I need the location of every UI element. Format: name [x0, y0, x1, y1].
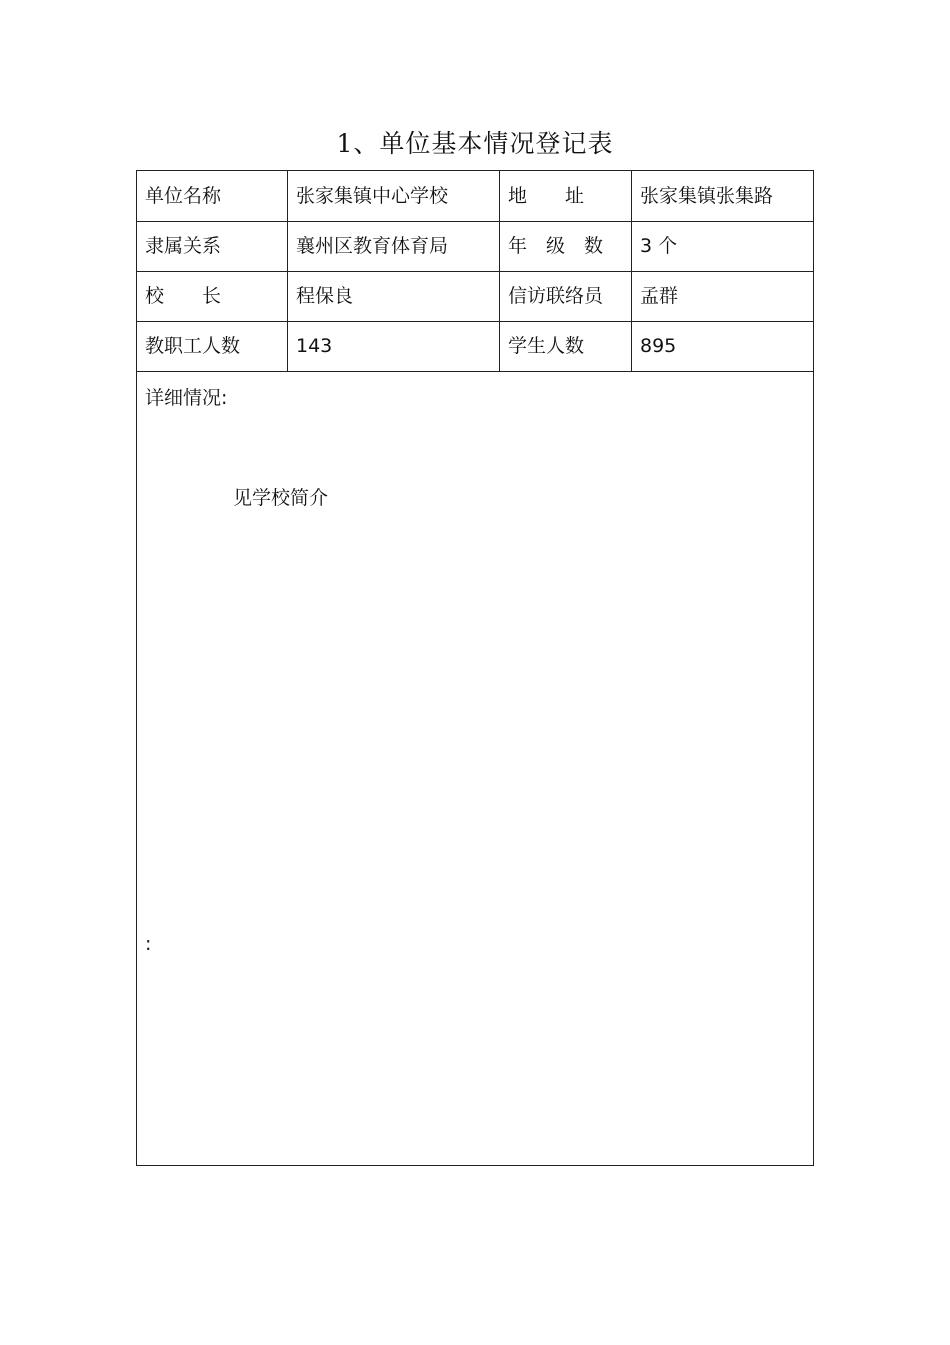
label-principal: 校 长 [137, 271, 288, 321]
label-unit-name: 单位名称 [137, 171, 288, 221]
label-staff-count: 教职工人数 [137, 321, 288, 371]
value-affiliation: 襄州区教育体育局 [288, 221, 500, 271]
value-petition-contact: 孟群 [640, 285, 679, 307]
colon-mark: : [145, 933, 152, 955]
label-affiliation: 隶属关系 [137, 221, 288, 271]
value-grade-count: 3 个 [640, 235, 678, 257]
label-grade-count: 年 级 数 [500, 221, 632, 271]
table-row [137, 271, 813, 322]
value-address: 张家集镇张集路 [640, 185, 774, 207]
registration-form-table [136, 170, 814, 1166]
table-row [137, 321, 813, 372]
value-principal: 程保良 [288, 271, 500, 321]
label-petition-contact: 信访联络员 [500, 271, 632, 321]
page-title: 1、单位基本情况登记表 [336, 129, 614, 158]
value-staff-count: 143 [288, 321, 500, 371]
table-row [137, 171, 813, 222]
value-student-count: 895 [640, 335, 677, 357]
detail-text: 见学校简介 [233, 487, 329, 509]
label-address: 地 址 [500, 171, 632, 221]
value-unit-name: 张家集镇中心学校 [288, 171, 500, 221]
label-student-count: 学生人数 [500, 321, 632, 371]
detail-label: 详细情况: [145, 387, 228, 409]
table-row [137, 221, 813, 272]
